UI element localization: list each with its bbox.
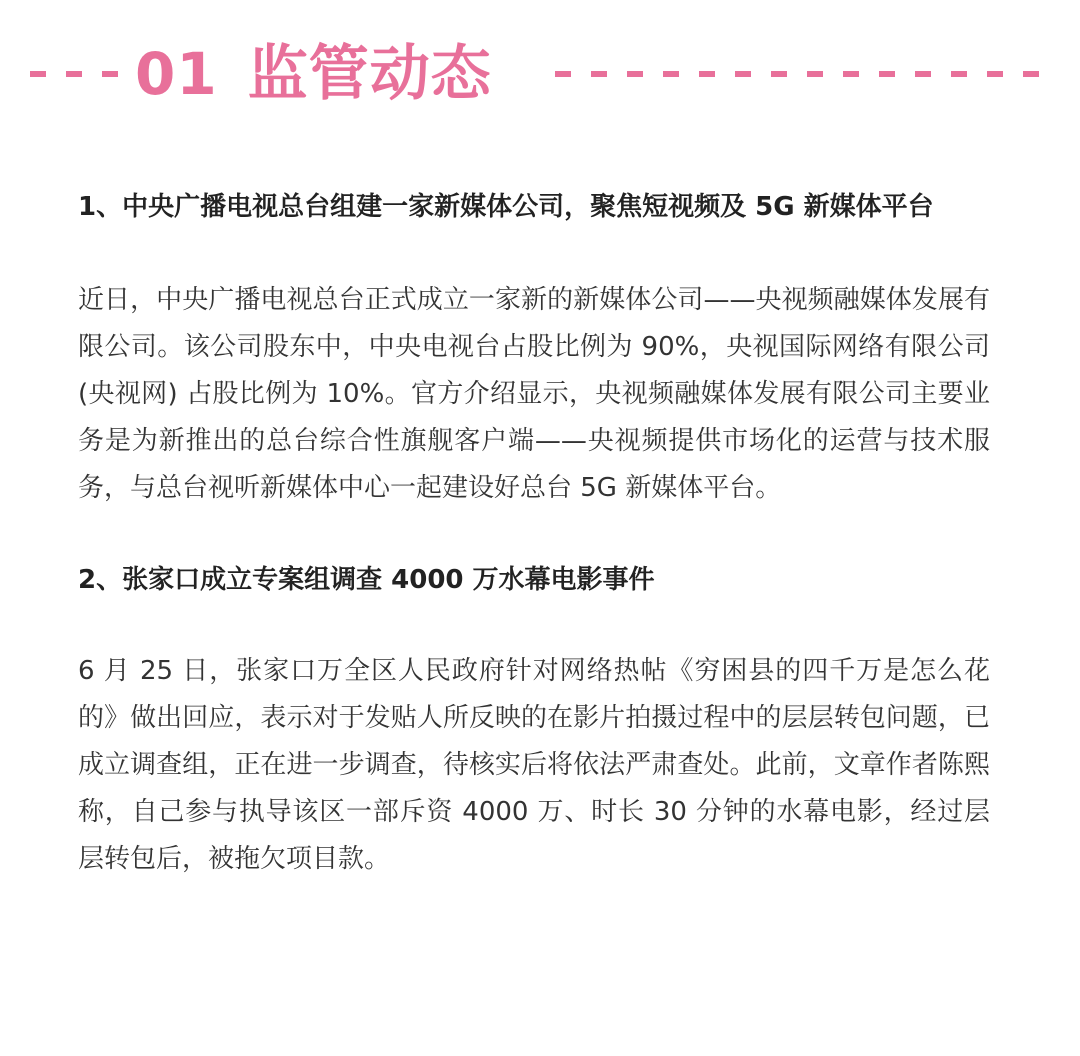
decorative-dash-line-left [30,71,130,77]
news-item-1-heading: 1、中央广播电视总台组建一家新媒体公司，聚焦短视频及 5G 新媒体平台 [78,192,934,222]
news-item-2-heading: 2、张家口成立专案组调查 4000 万水幕电影事件 [78,565,655,595]
section-header [0,30,1080,120]
decorative-dash-line-right [555,71,1050,77]
news-item-1-body: 近日，中央广播电视总台正式成立一家新的新媒体公司——央视频融媒体发展有限公司。该公司股东中，中央电视台占股比例为 90%，央视国际网络有限公司 (央视网) 占股比例为 10%。官方介绍显示，央视频融媒体发展有限公司主要业务是为新推出的总台综合性旗舰客户端——央视频提供市场化的运营与技术服务，与总台视听新媒体中心一起建设好总台 5G 新媒体平台。 [78,285,990,503]
article-body [78,183,990,883]
section-number: 01 [135,40,218,108]
section-title-text: 监管动态 [247,39,492,109]
section-title [135,32,492,116]
news-item-2-body: 6 月 25 日，张家口万全区人民政府针对网络热帖《穷困县的四千万是怎么花的》做出回应，表示对于发贴人所反映的在影片拍摄过程中的层层转包问题，已成立调查组，正在进一步调查，待核实后将依法严肃查处。此前，文章作者陈熙称，自己参与执导该区一部斥资 4000 万、时长 30 分钟的水幕电影，经过层层转包后，被拖欠项目款。 [78,656,990,874]
